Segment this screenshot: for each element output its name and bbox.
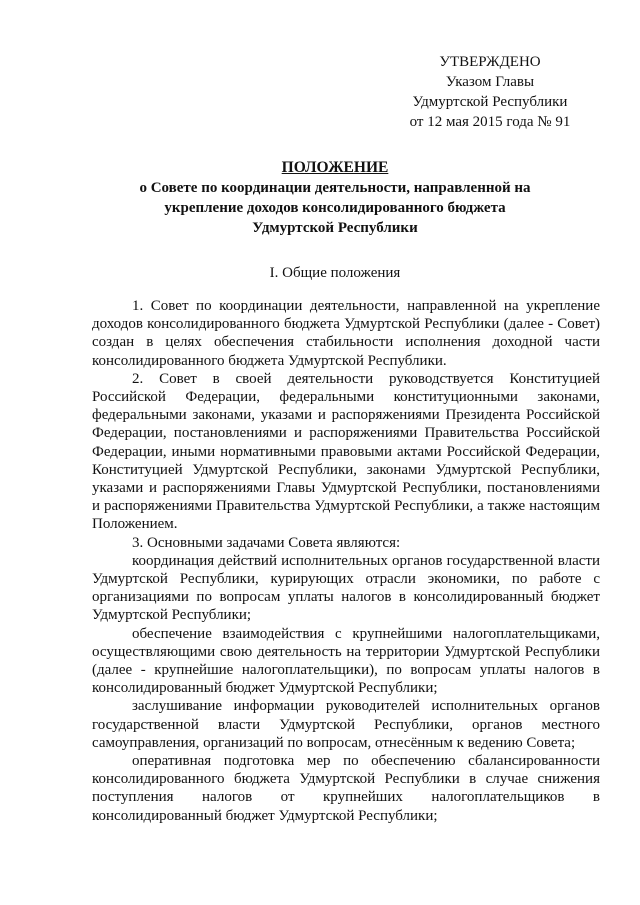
approval-date: от 12 мая 2015 года № 91 [409,114,571,130]
task-measures: оперативная подготовка мер по обеспечению сбалансированности консолидированного бюджета Удмуртской Республики в случае снижения поступления налогов от крупнейших налогоплательщиков в консолидированный бюджет Удмуртской Республики; [92,753,600,824]
task-interaction: обеспечение взаимодействия с крупнейшими налогоплательщиками, осуществляющими свою деятельность на территории Удмуртской Республики (далее - крупнейшие налогоплательщики), по вопросам уплаты налогов в консолидированный бюджет Удмуртской Республики; [92,625,600,697]
document-subtitle-line-1: о Совете по координации деятельности, направленной на [139,180,531,196]
document-title: ПОЛОЖЕНИЕ [281,159,389,176]
approval-decree: Указом Главы [445,74,535,90]
approval-word: УТВЕРЖДЕНО [439,54,541,70]
paragraph-1: 1. Совет по координации деятельности, направленной на укрепление доходов консолидированного бюджета Удмуртской Республики (далее - Совет) создан в целях обеспечения стабильности исполнения доходной части консолидированного бюджета Удмуртской Республики. [92,298,600,369]
task-hearing: заслушивание информации руководителей исполнительных органов государственной власти Удмуртской Республики, органов местного самоуправления, организаций по вопросам, отнесённым к ведению Совета; [92,698,600,751]
section-heading: I. Общие положения [269,265,401,281]
document-subtitle-line-2: укрепление доходов консолидированного бюджета [164,200,506,216]
approval-republic: Удмуртской Республики [412,94,568,110]
paragraph-2: 2. Совет в своей деятельности руководствуется Конституцией Российской Федерации, федеральными конституционными законами, федеральными законами, указами и распоряжениями Президента Российской Федерации, постановлениями и распоряжениями Правительства Российской Федерации, иными нормативными правовыми актами Российской Федерации, Конституцией Удмуртской Республики, законами Удмуртской Республики, указами и распоряжениями Главы Удмуртской Республики, постановлениями и распоряжениями Правительства Удмуртской Республики, а также настоящим Положением. [92,370,600,533]
document-title-block [100,158,570,238]
task-coordination: координация действий исполнительных органов государственной власти Удмуртской Республики, курирующих отрасли экономики, по работе с организациями по вопросам уплаты налогов в консолидированный бюджет Удмуртской Республики; [92,552,600,624]
approval-stamp [395,52,585,132]
paragraph-3: 3. Основными задачами Совета являются: [132,534,401,551]
document-subtitle-line-3: Удмуртской Республики [252,220,418,236]
document-body [92,297,600,825]
